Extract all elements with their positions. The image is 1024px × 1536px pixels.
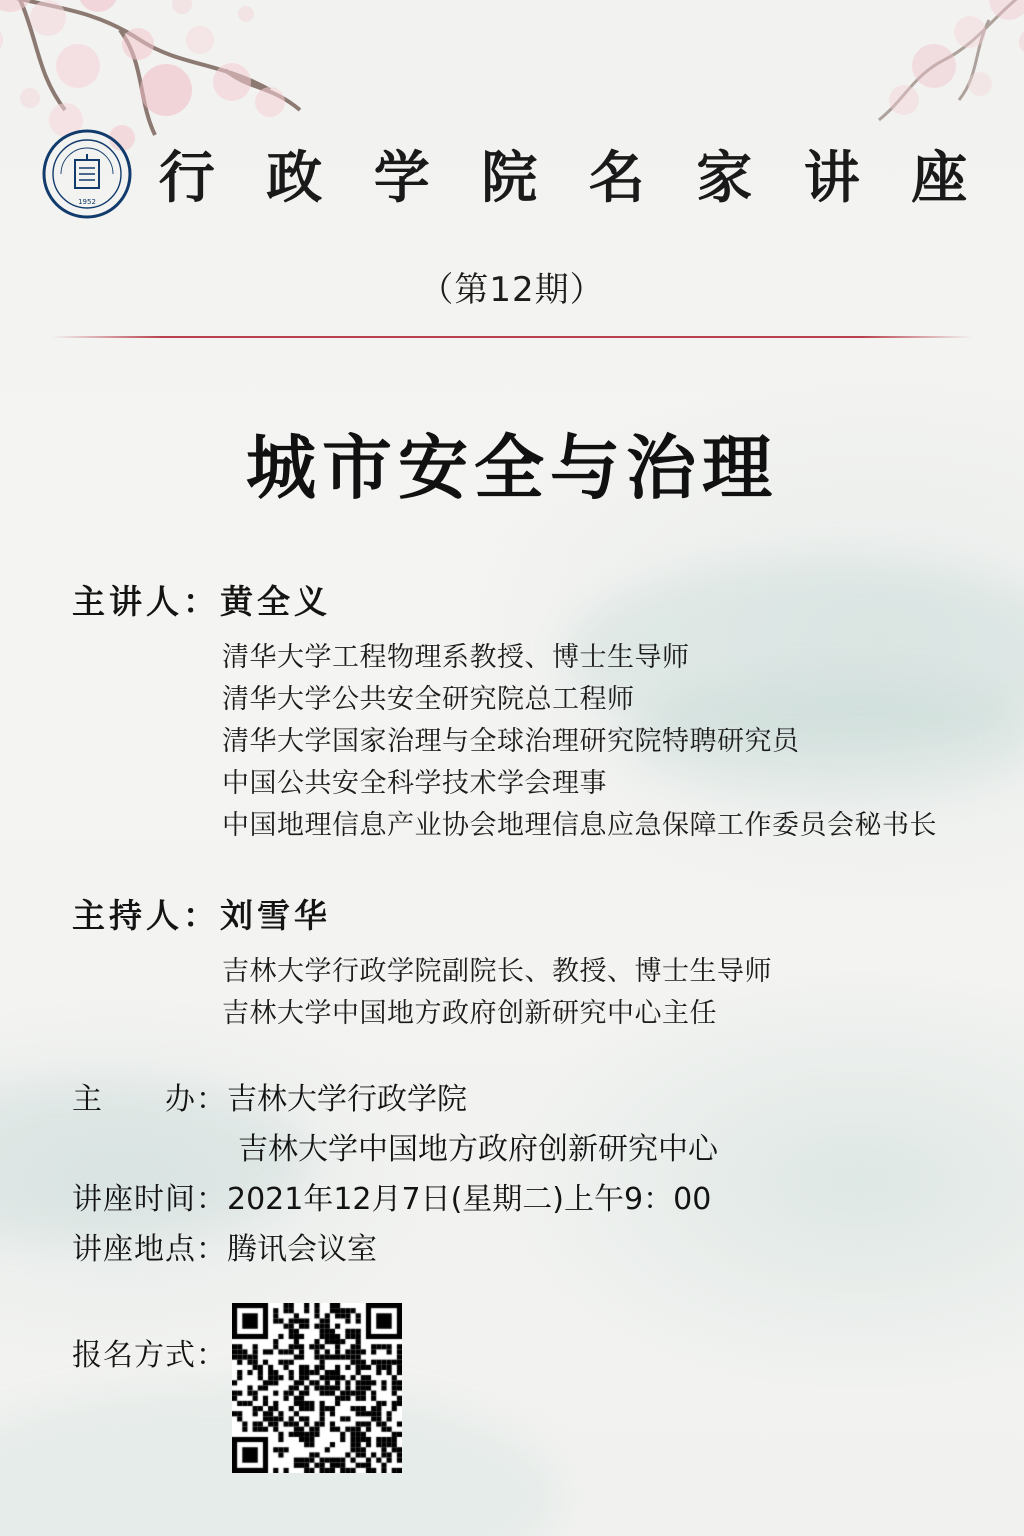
time-row xyxy=(72,1175,1024,1225)
host-label: 主持人： xyxy=(72,896,220,935)
registration-qr-code[interactable] xyxy=(232,1303,402,1473)
list-item: 中国地理信息产业协会地理信息应急保障工作委员会秘书长 xyxy=(222,810,937,841)
details-block xyxy=(0,1075,1024,1275)
list-item: 清华大学工程物理系教授、博士生导师 xyxy=(222,642,690,673)
university-emblem-icon xyxy=(41,128,133,220)
signup-label: 报名方式： xyxy=(72,1338,227,1373)
host-heading xyxy=(72,890,1024,937)
organizer-row xyxy=(72,1075,1024,1125)
page-title: 行 政 学 院 名 家 讲 座 xyxy=(158,145,984,211)
venue-label: 讲座地点： xyxy=(72,1232,227,1267)
poster-header xyxy=(0,128,1024,220)
organizer-label: 主 办： xyxy=(72,1082,227,1117)
host-name: 刘雪华 xyxy=(220,896,331,935)
venue-value: 腾讯会议室 xyxy=(227,1232,377,1267)
venue-row xyxy=(72,1225,1024,1275)
host-bio-list xyxy=(222,951,1024,1035)
speaker-heading xyxy=(72,576,1024,623)
speaker-block xyxy=(0,576,1024,847)
time-label: 讲座时间： xyxy=(72,1182,227,1217)
list-item: 清华大学国家治理与全球治理研究院特聘研究员 xyxy=(222,726,800,757)
organizer-secondary: 吉林大学中国地方政府创新研究中心 xyxy=(238,1132,718,1167)
lecture-title: 城市安全与治理 xyxy=(246,426,778,509)
list-item: 清华大学公共安全研究院总工程师 xyxy=(222,684,635,715)
list-item: 中国公共安全科学技术学会理事 xyxy=(222,768,607,799)
header-divider xyxy=(52,336,972,338)
speaker-bio-list xyxy=(222,637,1024,847)
time-value: 2021年12月7日(星期二)上午9：00 xyxy=(227,1182,712,1217)
speaker-label: 主讲人： xyxy=(72,582,220,621)
speaker-name: 黄全义 xyxy=(220,582,331,621)
list-item: 吉林大学中国地方政府创新研究中心主任 xyxy=(222,998,717,1029)
svg-text:1952: 1952 xyxy=(77,198,96,206)
host-block xyxy=(0,890,1024,1035)
list-item: 吉林大学行政学院副院长、教授、博士生导师 xyxy=(222,956,772,987)
issue-number: （第12期） xyxy=(419,270,605,310)
organizer-primary: 吉林大学行政学院 xyxy=(227,1082,467,1117)
organizer-secondary-row xyxy=(238,1125,1024,1175)
